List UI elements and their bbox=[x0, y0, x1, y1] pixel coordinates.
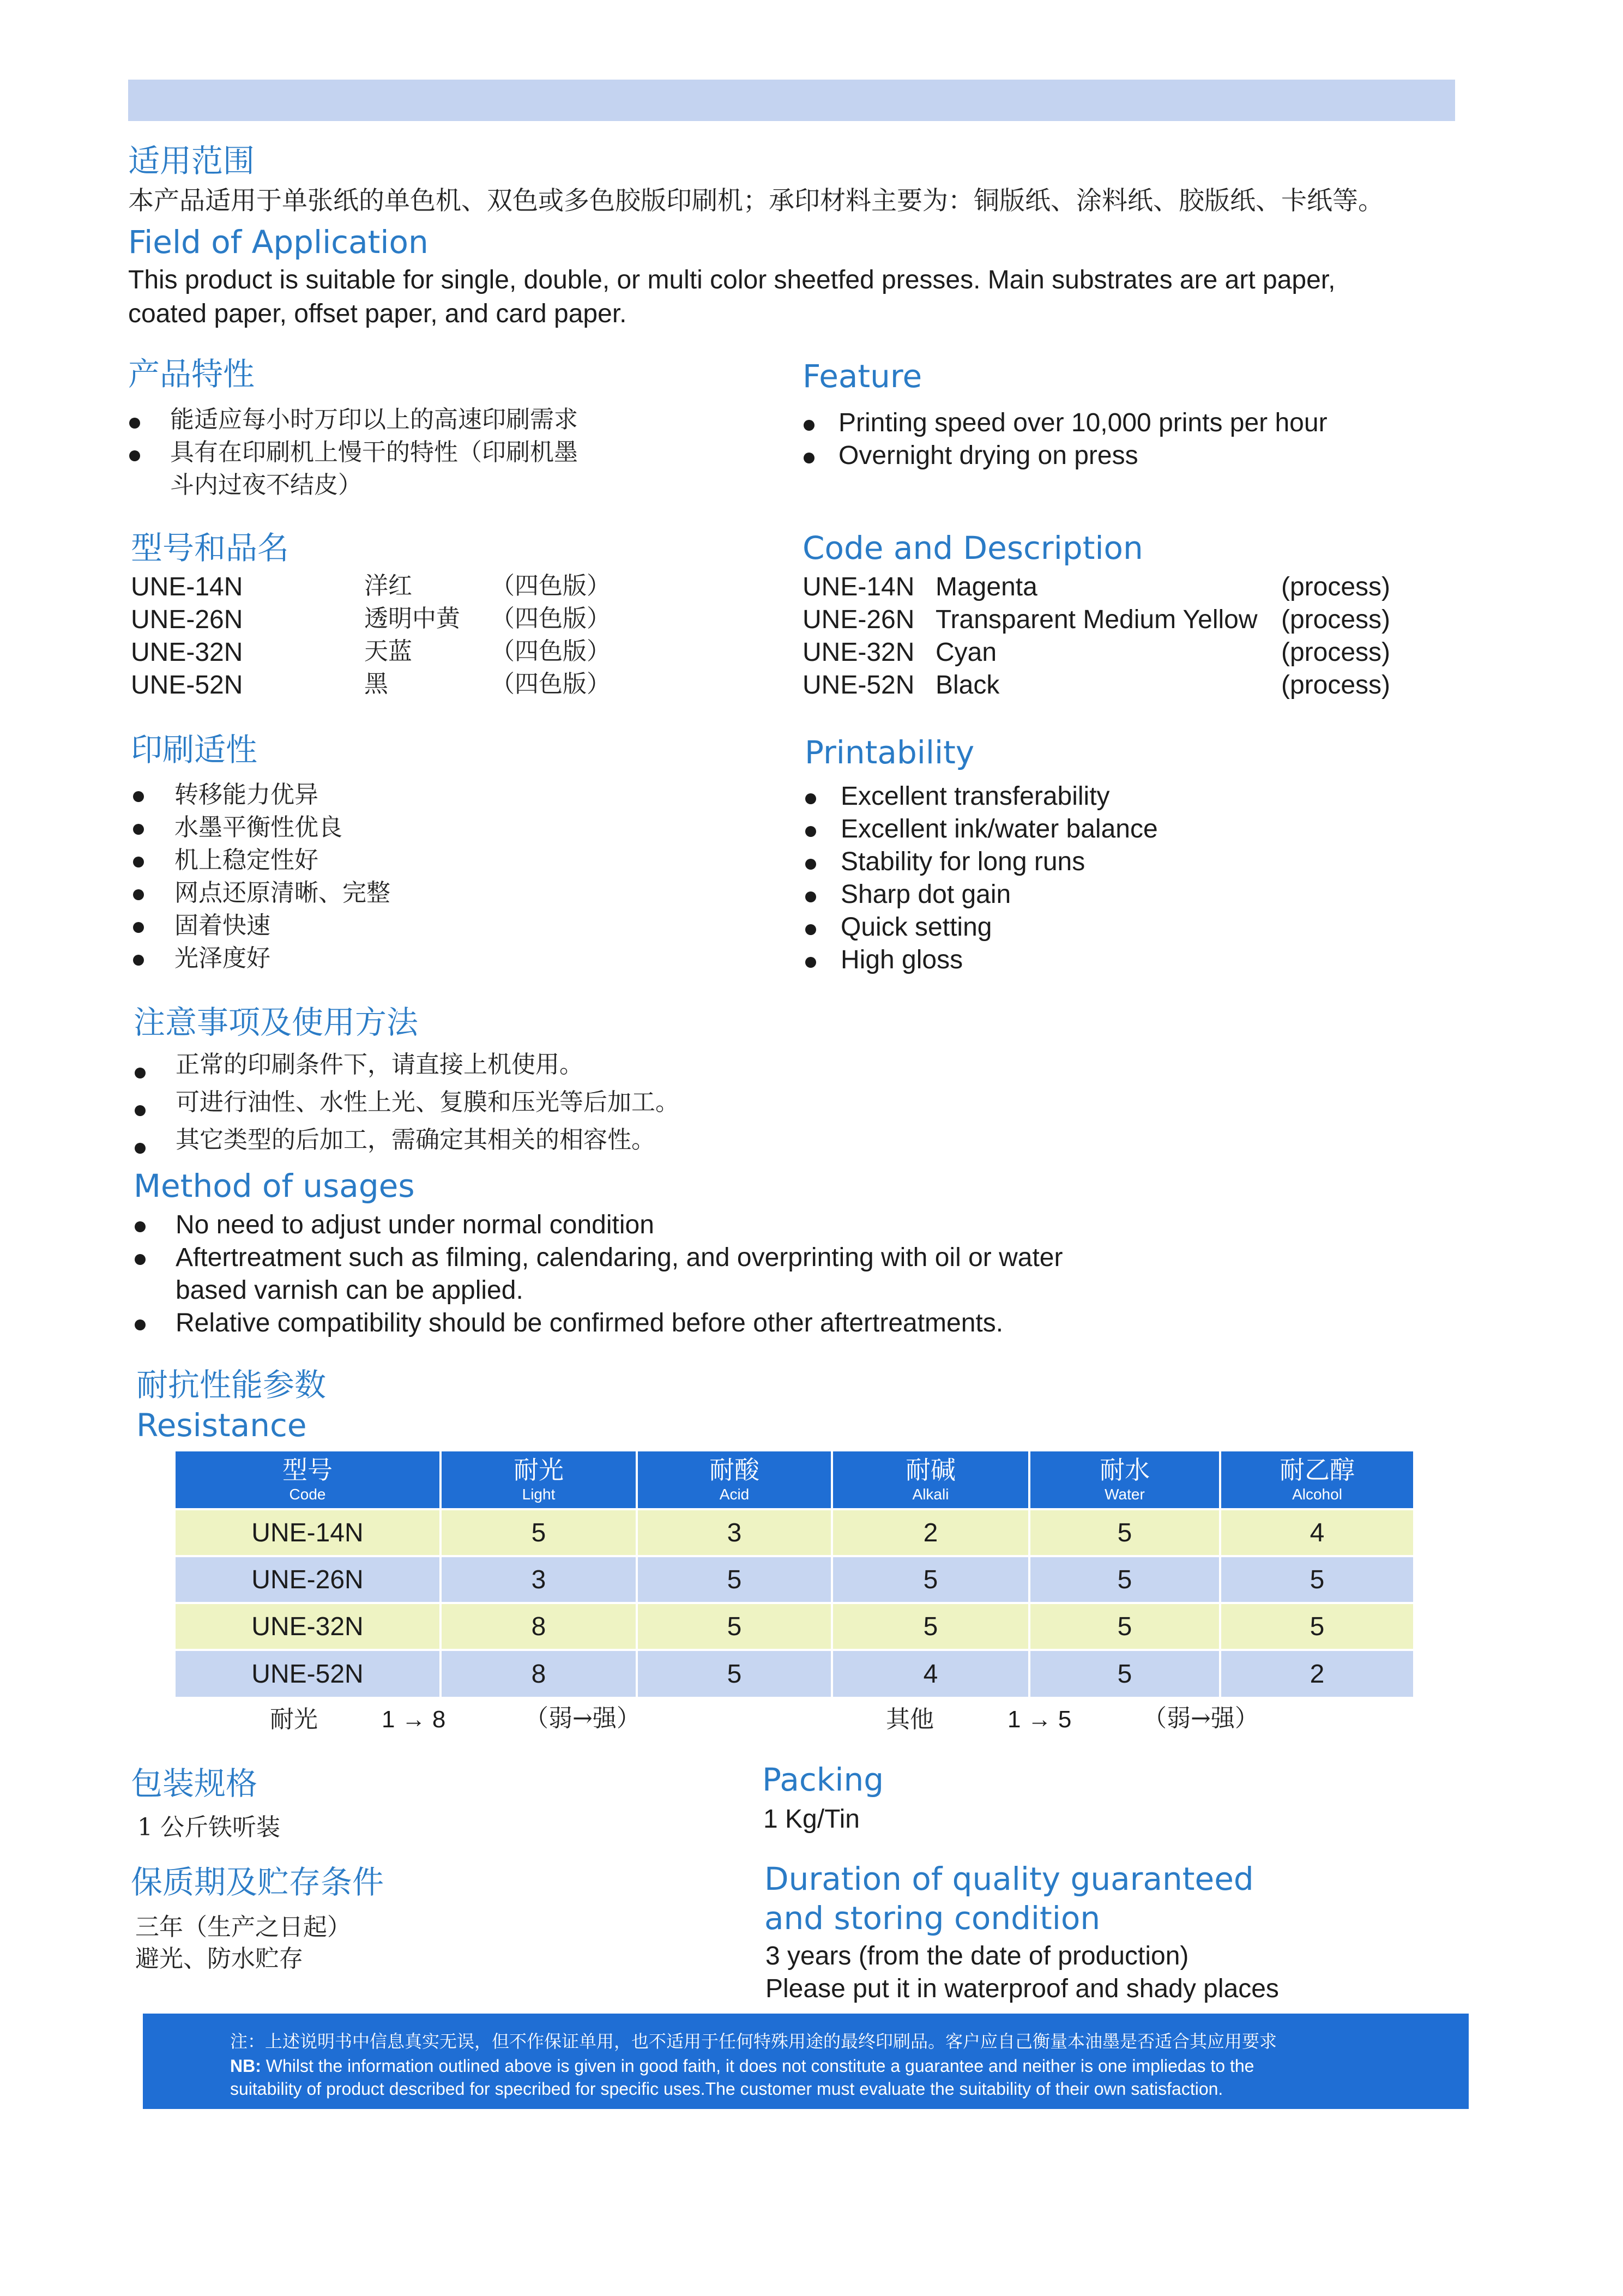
table-cell: 5 bbox=[833, 1557, 1028, 1602]
bullet-icon bbox=[129, 450, 140, 461]
product-zh-name: 黑 bbox=[364, 670, 388, 698]
header-zh: 耐光 bbox=[514, 1455, 564, 1485]
usage-en-item: Aftertreatment such as filming, calendaring, and overprinting with oil or water bbox=[176, 1243, 1063, 1272]
shelf-zh-title: 保质期及贮存条件 bbox=[131, 1864, 384, 1901]
code-en: UNE-52N bbox=[803, 671, 915, 700]
bullet-icon bbox=[135, 1143, 146, 1154]
shelf-en-title-2: and storing condition bbox=[764, 1900, 1101, 1937]
bullet-icon bbox=[133, 922, 144, 933]
bullet-icon bbox=[135, 1254, 146, 1265]
code-en: UNE-32N bbox=[803, 638, 915, 667]
code-en: UNE-26N bbox=[803, 605, 915, 634]
usage-en-item-cont: based varnish can be applied. bbox=[176, 1276, 523, 1305]
printability-zh-item: 转移能力优异 bbox=[174, 781, 318, 809]
table-cell: 5 bbox=[1221, 1604, 1413, 1649]
disclaimer-box bbox=[143, 2014, 1469, 2109]
header-zh: 耐水 bbox=[1100, 1455, 1150, 1485]
shelf-en-title-1: Duration of quality guaranteed bbox=[764, 1860, 1254, 1897]
table-header-water bbox=[1030, 1451, 1219, 1508]
scale-other-label: 其他 bbox=[886, 1706, 934, 1733]
table-cell: 5 bbox=[833, 1604, 1028, 1649]
shelf-zh-line2: 避光、防水贮存 bbox=[135, 1945, 303, 1973]
bullet-icon bbox=[133, 791, 144, 802]
bullet-icon bbox=[805, 826, 816, 837]
top-banner bbox=[128, 80, 1455, 121]
printability-zh-item: 机上稳定性好 bbox=[174, 846, 318, 874]
table-cell: 5 bbox=[442, 1510, 636, 1555]
printability-zh-item: 水墨平衡性优良 bbox=[174, 813, 342, 841]
table-cell: 3 bbox=[638, 1510, 831, 1555]
header-en: Alcohol bbox=[1292, 1486, 1342, 1503]
bullet-icon bbox=[805, 859, 816, 870]
bullet-icon bbox=[133, 955, 144, 966]
table-header-alcohol bbox=[1221, 1451, 1413, 1508]
shelf-en-line2: Please put it in waterproof and shady places bbox=[765, 1974, 1279, 2003]
disclaimer-en-line2: suitability of product described for specribed for specific uses.The customer must evaluate the suitability of their own satisfaction. bbox=[230, 2079, 1223, 2099]
usage-en-item: No need to adjust under normal condition bbox=[176, 1210, 654, 1239]
table-cell: 5 bbox=[638, 1604, 831, 1649]
header-zh: 型号 bbox=[282, 1455, 333, 1485]
scale-other-direction: （弱→强） bbox=[1143, 1704, 1259, 1732]
packing-zh-title: 包装规格 bbox=[131, 1765, 258, 1802]
disclaimer-en-text: Whilst the information outlined above is given in good faith, it does not constitute a guarantee and neither is one impliedas to the bbox=[261, 2056, 1254, 2076]
table-cell: 8 bbox=[442, 1651, 636, 1697]
printability-en-item: Excellent ink/water balance bbox=[841, 815, 1158, 843]
application-en-line1: This product is suitable for single, double, or multi color sheetfed presses. Main substrates are art paper, bbox=[128, 266, 1336, 294]
features-zh-title: 产品特性 bbox=[128, 355, 255, 393]
bullet-icon bbox=[135, 1319, 146, 1330]
disclaimer-en-line1 bbox=[230, 2056, 1254, 2076]
product-zh-type: （四色版） bbox=[491, 572, 611, 600]
codes-zh-title: 型号和品名 bbox=[131, 529, 289, 567]
packing-en-title: Packing bbox=[762, 1761, 884, 1798]
features-en-item: Overnight drying on press bbox=[838, 441, 1138, 470]
features-en-title: Feature bbox=[803, 358, 922, 395]
table-cell: 5 bbox=[1030, 1651, 1219, 1697]
header-en: Water bbox=[1105, 1486, 1145, 1503]
bullet-icon bbox=[133, 824, 144, 835]
header-en: Alkali bbox=[912, 1486, 949, 1503]
product-en-type: (process) bbox=[1281, 671, 1391, 700]
table-cell: 5 bbox=[1030, 1557, 1219, 1602]
table-header-light bbox=[442, 1451, 636, 1508]
code-zh: UNE-52N bbox=[131, 671, 243, 700]
table-cell: 3 bbox=[442, 1557, 636, 1602]
table-cell: 2 bbox=[1221, 1651, 1413, 1697]
shelf-zh-line1: 三年（生产之日起） bbox=[135, 1913, 351, 1941]
header-zh: 耐碱 bbox=[906, 1455, 956, 1485]
product-en-name: Cyan bbox=[936, 638, 997, 667]
application-en-title: Field of Application bbox=[128, 224, 429, 261]
codes-en-title: Code and Description bbox=[803, 529, 1143, 567]
table-header-code bbox=[176, 1451, 439, 1508]
bullet-icon bbox=[804, 420, 814, 431]
scale-light-direction: （弱→强） bbox=[524, 1704, 641, 1732]
header-en: Light bbox=[522, 1486, 556, 1503]
header-zh: 耐酸 bbox=[709, 1455, 759, 1485]
table-cell: 5 bbox=[638, 1651, 831, 1697]
table-cell: 4 bbox=[1221, 1510, 1413, 1555]
product-zh-name: 天蓝 bbox=[364, 637, 412, 665]
table-cell: 8 bbox=[442, 1604, 636, 1649]
code-en: UNE-14N bbox=[803, 573, 915, 601]
header-en: Acid bbox=[719, 1486, 750, 1503]
usage-en-title: Method of usages bbox=[134, 1167, 415, 1204]
bullet-icon bbox=[129, 418, 140, 429]
printability-en-item: Excellent transferability bbox=[841, 782, 1110, 811]
code-zh: UNE-14N bbox=[131, 573, 243, 601]
code-zh: UNE-32N bbox=[131, 638, 243, 667]
table-cell: 5 bbox=[1221, 1557, 1413, 1602]
bullet-icon bbox=[133, 857, 144, 867]
product-en-type: (process) bbox=[1281, 573, 1391, 601]
scale-light-label: 耐光 bbox=[270, 1706, 318, 1733]
product-en-name: Transparent Medium Yellow bbox=[936, 605, 1258, 634]
disclaimer-zh: 注：上述说明书中信息真实无误，但不作保证单用，也不适用于任何特殊用途的最终印刷品。客户应自己衡量本油墨是否适合其应用要求 bbox=[230, 2031, 1277, 2052]
nb-label: NB: bbox=[230, 2056, 261, 2076]
table-cell: 5 bbox=[638, 1557, 831, 1602]
table-cell: 5 bbox=[1030, 1510, 1219, 1555]
header-en: Code bbox=[289, 1486, 326, 1503]
shelf-en-line1: 3 years (from the date of production) bbox=[765, 1942, 1189, 1970]
table-header-alkali bbox=[833, 1451, 1028, 1508]
product-zh-type: （四色版） bbox=[491, 637, 611, 665]
features-zh-item: 能适应每小时万印以上的高速印刷需求 bbox=[170, 406, 578, 433]
bullet-icon bbox=[805, 957, 816, 968]
bullet-icon bbox=[133, 889, 144, 900]
product-en-name: Magenta bbox=[936, 573, 1037, 601]
table-cell-code: UNE-52N bbox=[176, 1651, 439, 1697]
usage-zh-item: 正常的印刷条件下，请直接上机使用。 bbox=[176, 1051, 583, 1078]
product-en-type: (process) bbox=[1281, 638, 1391, 667]
printability-en-item: High gloss bbox=[841, 945, 963, 974]
table-cell: 4 bbox=[833, 1651, 1028, 1697]
resistance-en-title: Resistance bbox=[136, 1407, 307, 1444]
bullet-icon bbox=[805, 793, 816, 804]
usage-zh-title: 注意事项及使用方法 bbox=[134, 1004, 419, 1041]
application-zh-text: 本产品适用于单张纸的单色机、双色或多色胶版印刷机；承印材料主要为：铜版纸、涂料纸、胶版纸、卡纸等。 bbox=[128, 186, 1384, 216]
table-header-acid bbox=[638, 1451, 831, 1508]
printability-zh-item: 网点还原清晰、完整 bbox=[174, 879, 390, 907]
printability-en-item: Quick setting bbox=[841, 913, 992, 942]
bullet-icon bbox=[135, 1068, 146, 1078]
features-zh-item: 斗内过夜不结皮） bbox=[170, 471, 362, 499]
code-zh: UNE-26N bbox=[131, 605, 243, 634]
product-zh-name: 洋红 bbox=[364, 572, 412, 600]
table-cell-code: UNE-14N bbox=[176, 1510, 439, 1555]
table-cell: 5 bbox=[1030, 1604, 1219, 1649]
product-en-type: (process) bbox=[1281, 605, 1391, 634]
bullet-icon bbox=[804, 453, 814, 463]
product-zh-name: 透明中黄 bbox=[364, 605, 460, 632]
printability-zh-item: 固着快速 bbox=[174, 912, 270, 939]
resistance-table bbox=[176, 1451, 1413, 1702]
bullet-icon bbox=[805, 891, 816, 902]
product-zh-type: （四色版） bbox=[491, 670, 611, 698]
packing-zh-text: 1 公斤铁听装 bbox=[137, 1813, 280, 1841]
printability-en-item: Sharp dot gain bbox=[841, 880, 1011, 909]
product-zh-type: （四色版） bbox=[491, 605, 611, 632]
bullet-icon bbox=[135, 1105, 146, 1116]
bullet-icon bbox=[805, 924, 816, 935]
printability-zh-title: 印刷适性 bbox=[131, 731, 258, 768]
scale-light-range: 1 → 8 bbox=[382, 1706, 446, 1733]
scale-other-range: 1 → 5 bbox=[1007, 1706, 1072, 1733]
header-zh: 耐乙醇 bbox=[1280, 1455, 1355, 1485]
packing-en-text: 1 Kg/Tin bbox=[763, 1805, 860, 1834]
printability-en-item: Stability for long runs bbox=[841, 847, 1085, 876]
usage-en-item: Relative compatibility should be confirmed before other aftertreatments. bbox=[176, 1309, 1004, 1337]
table-cell-code: UNE-32N bbox=[176, 1604, 439, 1649]
resistance-zh-title: 耐抗性能参数 bbox=[136, 1366, 327, 1403]
usage-zh-item: 其它类型的后加工，需确定其相关的相容性。 bbox=[176, 1126, 655, 1154]
application-en-line2: coated paper, offset paper, and card paper. bbox=[128, 299, 627, 328]
table-cell-code: UNE-26N bbox=[176, 1557, 439, 1602]
usage-zh-item: 可进行油性、水性上光、复膜和压光等后加工。 bbox=[176, 1088, 679, 1116]
features-zh-item: 具有在印刷机上慢干的特性（印刷机墨 bbox=[170, 438, 578, 466]
features-en-item: Printing speed over 10,000 prints per hour bbox=[838, 408, 1328, 437]
bullet-icon bbox=[135, 1221, 146, 1232]
application-zh-title: 适用范围 bbox=[128, 142, 255, 179]
printability-zh-item: 光泽度好 bbox=[174, 944, 270, 972]
table-cell: 2 bbox=[833, 1510, 1028, 1555]
printability-en-title: Printability bbox=[805, 734, 975, 771]
product-en-name: Black bbox=[936, 671, 1000, 700]
